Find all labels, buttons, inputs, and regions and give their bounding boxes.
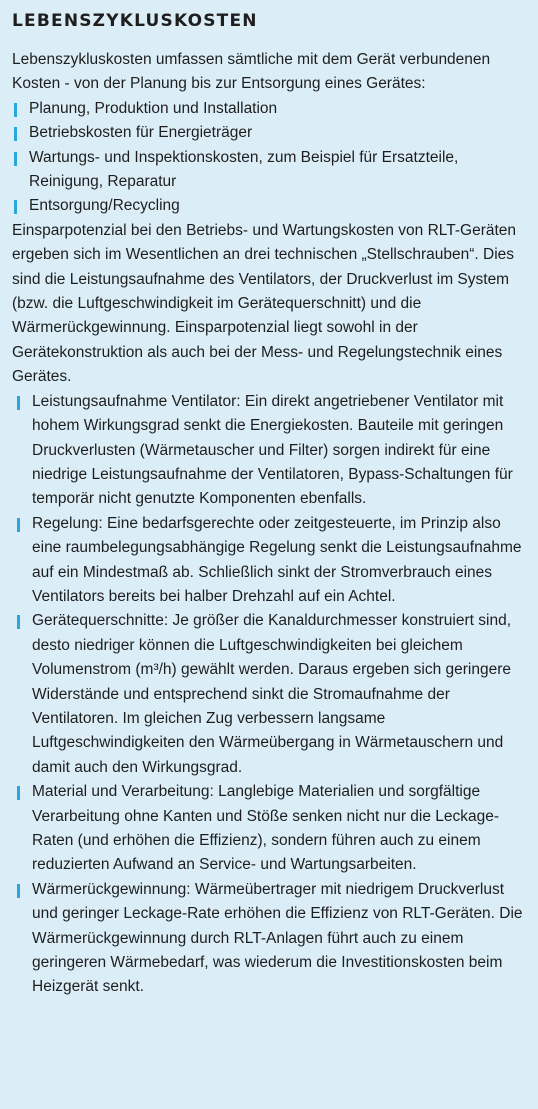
bullet-bar-icon — [14, 103, 17, 117]
list-item — [12, 609, 528, 780]
bullet-bar-icon — [14, 200, 17, 214]
list-item-text: Material und Verarbeitung: Langlebige Materialien und sorgfältige Verarbeitung ohne Kanten und Stöße senken nicht nur die Leckage-Raten (und erhöhen die Effizienz), sondern führen auch zu einem reduzierten Aufwand an Service- und Wartungsarbeiten. — [32, 783, 500, 874]
bullet-bar-icon — [17, 518, 20, 532]
savings-paragraph: Einsparpotenzial bei den Betriebs- und Wartungskosten von RLT-Geräten ergeben sich im Wesentlichen an drei technischen „Stellschrauben“. Dies sind die Leistungsaufnahme des Ventilators, der Druckverlust im System (bzw. die Luftgeschwindigkeit im Gerätequerschnitt) und die Wärmerückgewinnung. Einsparpotenzial liegt sowohl in der Gerätekonstruktion als auch bei der Mess- und Regelungstechnik eines Gerätes. — [12, 221, 517, 386]
bullet-bar-icon — [17, 615, 20, 629]
list-item — [12, 97, 528, 121]
list-item-text: Wartungs- und Inspektionskosten, zum Beispiel für Ersatzteile, Reinigung, Reparatur — [29, 148, 459, 191]
list-item — [12, 390, 528, 512]
intro-paragraph: Lebenszykluskosten umfassen sämtliche mit dem Gerät verbundenen Kosten - von der Planung bis zur Entsorgung eines Gerätes: — [12, 51, 491, 93]
bullet-bar-icon — [17, 786, 20, 800]
bullet-bar-icon — [17, 396, 20, 410]
list-item — [12, 780, 528, 878]
list-item-text: Planung, Produktion und Installation — [29, 99, 278, 117]
list-item — [12, 878, 528, 1000]
list-item — [12, 121, 528, 145]
list-item-text: Wärmerückgewinnung: Wärmeübertrager mit niedrigem Druckverlust und geringer Leckage-Rate erhöhen die Effizienz von RLT-Geräten. Die Wärmerückgewinnung durch RLT-Anlagen führt auch zu einem geringeren Wärmebedarf, was wiederum die Investitionskosten beim Heizgerät senkt. — [32, 880, 523, 996]
list-item-text: Betriebskosten für Energieträger — [29, 124, 253, 142]
list-item — [12, 146, 528, 195]
list-item — [12, 512, 528, 610]
bullet-bar-icon — [14, 127, 17, 141]
list-item-text: Regelung: Eine bedarfsgerechte oder zeitgesteuerte, im Prinzip also eine raumbelegungsabhängige Regelung senkt die Leistungsaufnahme auf ein Mindestmaß ab. Schließlich sinkt der Stromverbrauch eines Ventilators bereits bei halber Drehzahl auf ein Achtel. — [32, 514, 522, 605]
bullet-bar-icon — [14, 152, 17, 166]
list-item — [12, 194, 528, 218]
list-item-text: Entsorgung/Recycling — [29, 197, 180, 215]
factor-list — [12, 390, 528, 1000]
list-item-text: Gerätequerschnitte: Je größer die Kanaldurchmesser konstruiert sind, desto niedriger können die Luftgeschwindigkeiten bei gleichem Volumenstrom (m³/h) gewählt werden. Daraus ergeben sich geringere Widerstände und entsprechend sinkt die Stromaufnahme der Ventilatoren. Im gleichen Zug verbessern langsame Luftgeschwindigkeiten den Wärmeübergang in Wärmetauschern und damit auch den Wirkungsgrad. — [32, 612, 512, 776]
cost-list — [12, 97, 528, 219]
section-title: LEBENSZYKLUSKOSTEN — [12, 11, 258, 31]
bullet-bar-icon — [17, 884, 20, 898]
list-item-text: Leistungsaufnahme Ventilator: Ein direkt angetriebener Ventilator mit hohem Wirkungsgrad senkt die Energiekosten. Bauteile mit geringen Druckverlusten (Wärmetauscher und Filter) sorgen indirekt für eine niedrige Leistungsaufnahme der Ventilatoren, Bypass-Schaltungen für temporär nicht genutzte Komponenten ebenfalls. — [32, 392, 513, 508]
